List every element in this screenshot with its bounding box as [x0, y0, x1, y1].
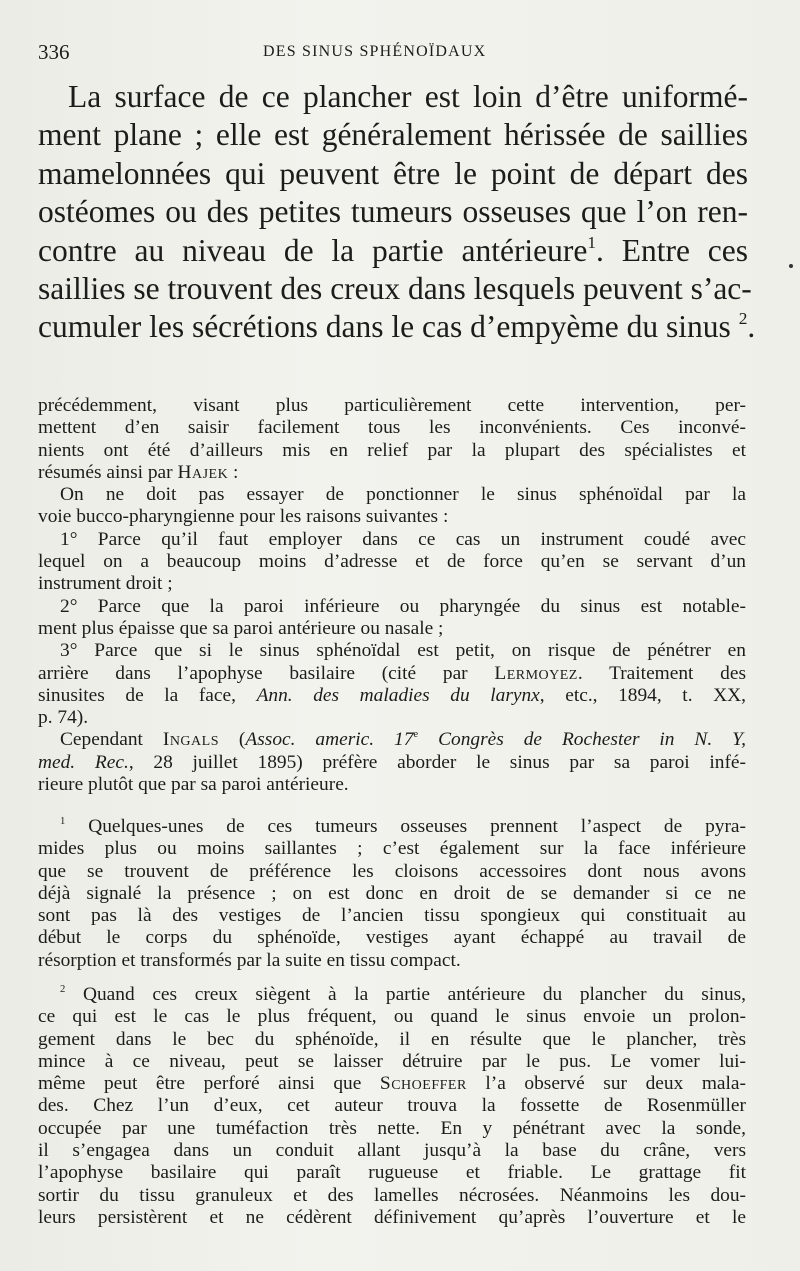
author-hajek: Hajek — [177, 461, 229, 483]
fn2-line-10: sortir du tissu granuleux et des lamelles nécrosées. Néanmoins les dou- — [38, 1184, 746, 1206]
fn2-line-7: occupée par une tuméfaction très nette. En y pénétrant avec la sonde, — [38, 1117, 746, 1139]
p6-line-1 — [38, 729, 746, 751]
p2-line-1: On ne doit pas essayer de ponctionner le sinus sphénoïdal par la — [60, 484, 746, 506]
p3-line-3: instrument droit ; — [38, 573, 173, 595]
fn2-line-1-text: Quand ces creux siègent à la partie antérieure du plancher du sinus, — [65, 984, 746, 1005]
main-line-7 — [38, 308, 756, 346]
p6-ordinal: e — [413, 728, 419, 741]
fn2-line-8: il s’engagea dans un conduit allant jusqu’à la base du crâne, vers — [38, 1140, 746, 1162]
fn1-line-4: déjà signalé la présence ; on est donc en droit de se demander si ce ne — [38, 882, 746, 904]
fn1-line-1-text: Quelques-unes de ces tumeurs osseuses prennent l’aspect de pyra- — [65, 816, 746, 837]
main-line-2: ment plane ; elle est généralement hérissée de saillies — [38, 117, 748, 153]
page-header — [38, 40, 752, 70]
fn1-line-7: résorption et transformés par la suite en tissu compact. — [38, 949, 461, 971]
p3-line-1: 1° Parce qu’il faut employer dans ce cas un instrument coudé avec — [60, 528, 746, 550]
p5-line-2-suffix: . Traitement des — [577, 662, 747, 684]
p6-line-2-rest: , 28 juillet 1895) préfère aborder le sinus par sa paroi infé- — [128, 751, 746, 773]
p5-line-1: 3° Parce que si le sinus sphénoïdal est petit, on risque de pénétrer en — [60, 640, 746, 662]
main-paragraph — [38, 78, 756, 347]
author-lermoyez: Lermoyez — [494, 662, 578, 684]
p1-line-4-prefix: résumés ainsi par — [38, 461, 178, 483]
p5-line-2 — [38, 663, 746, 685]
p6-ref-italic: Assoc. americ. 17 — [245, 729, 414, 751]
journal-title: Ann. des maladies du larynx — [256, 684, 540, 706]
p5-line-3 — [38, 685, 746, 707]
p1-line-1: précédemment, visant plus particulièrement cette intervention, per- — [38, 395, 746, 416]
fn2-marker: 2 — [60, 983, 66, 995]
fn2-line-5 — [38, 1073, 746, 1095]
p4-line-2: ment plus épaisse que sa paroi antérieure ou nasale ; — [38, 617, 444, 639]
fn2-line-5-prefix: même peut être perforé ainsi que — [38, 1073, 380, 1095]
fn1-line-6: début le corps du sphénoïde, vestiges ayant échappé au travail de — [38, 927, 746, 949]
main-line-1: La surface de ce plancher est loin d’être uniformé- — [68, 79, 748, 114]
p2-line-2: voie bucco-pharyngienne pour les raisons suivantes : — [38, 506, 449, 528]
fn1-line-2: mides plus ou moins saillantes ; c’est également sur la face inférieure — [38, 838, 746, 860]
footnote-ref-1: 1 — [587, 232, 597, 252]
footnote-ref-2: 2 — [738, 309, 748, 329]
p5-line-2-prefix: arrière dans l’apophyse basilaire (cité par — [38, 662, 495, 684]
fn1-line-1 — [38, 816, 746, 838]
fn2-line-3: gement dans le bec du sphénoïde, il en résulte que le plancher, très — [38, 1028, 746, 1050]
margin-dot — [789, 264, 793, 268]
fn2-line-1 — [38, 984, 746, 1006]
body-text — [38, 395, 746, 796]
p1-line-4 — [38, 462, 746, 484]
fn1-marker: 1 — [60, 815, 66, 827]
p5-line-3-suffix: , etc., 1894, t. XX, — [539, 684, 746, 706]
p1-line-4-suffix: : — [228, 461, 239, 483]
p6-line-3: rieure plutôt que par sa paroi antérieure. — [38, 774, 349, 796]
p6-paren: ( — [219, 729, 246, 751]
p4-line-1: 2° Parce que la paroi inférieure ou pharyngée du sinus est notable- — [60, 595, 746, 617]
running-title: DES SINUS SPHÉNOÏDAUX — [263, 43, 487, 60]
main-line-7-tail: . — [747, 309, 756, 345]
author-ingals: Ingals — [162, 729, 219, 751]
fn2-line-4: mince à ce niveau, peut se laisser détruire par le pus. Le vomer lui- — [38, 1050, 746, 1072]
footnote-1 — [38, 816, 746, 972]
fn1-line-3: que se trouvent de préférence les cloisons accessoires dont nous avons — [38, 860, 746, 882]
fn2-line-9: l’apophyse basilaire qui paraît rugueuse et friable. Le grattage fit — [38, 1162, 746, 1184]
p5-line-4: p. 74). — [38, 707, 89, 729]
p6-line-1-prefix: Cependant — [60, 729, 163, 751]
footnote-2 — [38, 984, 746, 1229]
main-line-6: saillies se trouvent des creux dans lesquels peuvent s’ac- — [38, 271, 752, 307]
p6-ref-italic-2: Congrès de Rochester in N. Y, — [418, 729, 746, 751]
p6-line-2 — [38, 752, 746, 774]
main-line-4: ostéomes ou des petites tumeurs osseuses que l’on ren- — [38, 194, 748, 230]
fn2-line-2: ce qui est le cas le plus fréquent, ou quand le sinus envoie un prolon- — [38, 1006, 746, 1028]
fn1-line-5: sont pas là des vestiges de l’ancien tissu spongieux qui constituait au — [38, 905, 746, 927]
p5-line-3-prefix: sinusites de la face, — [38, 684, 257, 706]
fn2-line-11: leurs persistèrent et ne cédèrent définivement qu’après l’ouverture et le — [38, 1206, 746, 1228]
main-line-3: mamelonnées qui peuvent être le point de départ des — [38, 155, 748, 191]
p1-line-3: nients ont été d’ailleurs mis en relief par la plupart des spécialistes et — [38, 439, 746, 461]
main-line-5-tail: . Entre ces — [596, 232, 748, 268]
p6-journal: med. Rec. — [38, 751, 129, 773]
main-line-5 — [38, 232, 748, 270]
main-line-5-text: contre au niveau de la partie antérieure — [38, 232, 588, 268]
p3-line-2: lequel on a beaucoup moins d’adresse et de force qu’en se servant d’un — [38, 551, 746, 573]
p1-line-2: mettent d’en saisir facilement tous les inconvénients. Ces inconvé- — [38, 417, 746, 439]
author-schoeffer: Schoeffer — [379, 1073, 467, 1095]
main-line-7-text: cumuler les sécrétions dans le cas d’empyème du sinus — [38, 309, 731, 345]
page-number: 336 — [38, 40, 70, 64]
fn2-line-5-suffix: l’a observé sur deux mala- — [466, 1073, 746, 1095]
fn2-line-6: des. Chez l’un d’eux, cet auteur trouva la fossette de Rosenmüller — [38, 1095, 746, 1117]
